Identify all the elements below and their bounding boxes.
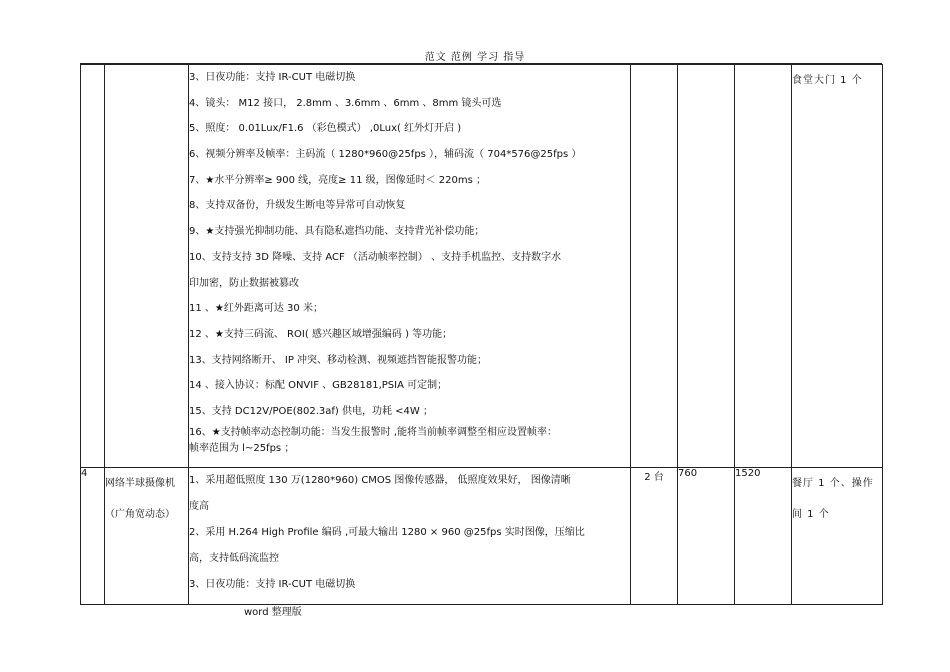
spec-line: 12 、★支持三码流、 ROI( 感兴趣区域增强编码 ) 等功能； [189, 328, 453, 340]
spec-cell [189, 468, 631, 605]
spec-line: 印加密，防止数据被篡改 [189, 277, 299, 289]
spec-line: 1、采用超低照度 130 万(1280*960) CMOS 图像传感器， 低照度效果好， 图像清晰 [189, 475, 571, 486]
table-row [81, 468, 883, 605]
spec-line: 5、照度： 0.01Lux/F1.6 （彩色模式） ,0Lux( 红外灯开启 ) [189, 123, 462, 135]
spec-line: 16、★支持帧率动态控制功能：当发生报警时 ,能将当前帧率调整至相应设置帧率： [189, 426, 558, 438]
spec-line: 15、支持 DC12V/POE(802.3af) 供电，功耗 <4W ； [189, 405, 433, 417]
spec-line: 3、日夜功能：支持 IR-CUT 电磁切换 [189, 579, 356, 590]
spec-line: 10、支持支持 3D 降噪、支持 ACF （活动帧率控制） 、支持手机监控、支持数字水 [189, 251, 562, 263]
spec-cell [189, 65, 631, 468]
spec-line: 2、采用 H.264 High Profile 编码 ,可最大输出 1280 × 960 @25fps 实时图像，压缩比 [189, 527, 585, 538]
item-number-cell: 4 [81, 468, 105, 605]
spec-line: 4、镜头： M12 接口， 2.8mm 、3.6mm 、6mm 、8mm 镜头可选 [189, 97, 502, 109]
spec-line: 6、视频分辨率及帧率：主码流（ 1280*960@25fps ），辅码流（ 704*576@25fps ） [189, 149, 582, 161]
spec-line: 度高 [189, 501, 209, 512]
spec-line: 帧率范围为 l~25fps ； [189, 442, 295, 454]
unit-price-cell [678, 65, 735, 468]
spec-line: 11 、★红外距离可达 30 米； [189, 303, 323, 315]
total-price-cell [735, 65, 792, 468]
spec-line: 14 、接入协议：标配 ONVIF 、GB28181,PSIA 可定制； [189, 380, 448, 392]
item-number-cell [81, 65, 105, 468]
table-row [81, 65, 883, 468]
item-name-cell [105, 65, 189, 468]
item-name-cell: 网络半球摄像机（广角宽动态） [105, 468, 189, 605]
spec-line: 13、支持网络断开、 IP 冲突、移动检测、视频遮挡智能报警功能； [189, 354, 488, 366]
spec-line: 7、★水平分辨率≥ 900 线，亮度≥ 11 级，图像延时＜ 220ms ； [189, 174, 487, 186]
page-footer: word 整理版 [244, 607, 302, 618]
total-price-cell: 1520 [735, 468, 792, 605]
spec-line: 高，支持低码流监控 [189, 553, 279, 564]
unit-price-cell: 760 [678, 468, 735, 605]
equipment-table [80, 64, 883, 605]
location-cell: 食堂大门 1 个 [792, 65, 883, 468]
quantity-cell: 2 台 [631, 468, 678, 605]
spec-list [189, 65, 630, 457]
spec-list [189, 468, 630, 598]
page-header: 范文 范例 学习 指导 [424, 52, 526, 63]
spec-line: 3、日夜功能：支持 IR-CUT 电磁切换 [189, 72, 356, 83]
spec-line: 9、★支持强光抑制功能、具有隐私遮挡功能、支持背光补偿功能； [189, 226, 485, 238]
location-cell: 餐厅 1 个、操作间 1 个 [792, 468, 883, 605]
quantity-cell [631, 65, 678, 468]
spec-line: 8、支持双备份，升级发生断电等异常可自动恢复 [189, 200, 406, 212]
